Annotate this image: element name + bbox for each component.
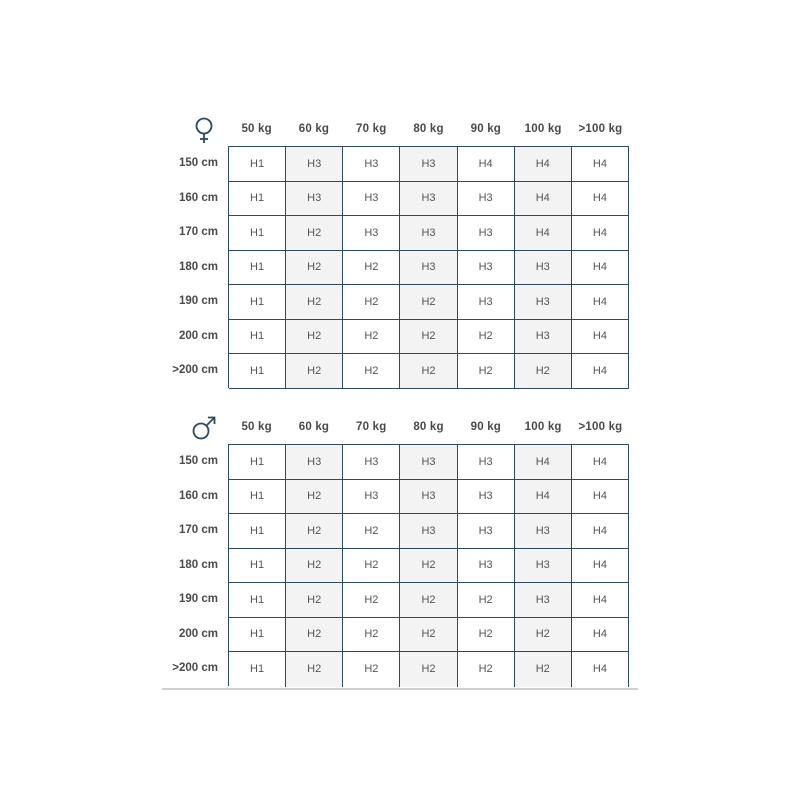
- size-cell: H3: [343, 216, 400, 251]
- size-cell: H2: [343, 251, 400, 286]
- column-header: 50 kg: [241, 421, 272, 433]
- row-header: 190 cm: [178, 593, 218, 605]
- male-size-chart: [162, 410, 638, 676]
- size-cell: H2: [343, 549, 400, 584]
- size-cell: H3: [400, 147, 457, 182]
- size-cell: H2: [286, 216, 343, 251]
- size-cell: H4: [572, 182, 629, 217]
- column-header: 90 kg: [470, 123, 502, 135]
- size-cell: H4: [572, 480, 629, 515]
- size-cell: H3: [400, 216, 457, 251]
- size-cell: H4: [515, 480, 572, 515]
- size-cell: H4: [572, 583, 629, 618]
- size-cell: H2: [343, 354, 400, 389]
- size-cell: H2: [343, 514, 400, 549]
- size-cell: H4: [515, 445, 572, 480]
- size-cell: H4: [515, 182, 572, 217]
- size-cell: H4: [572, 285, 629, 320]
- row-header: 190 cm: [178, 295, 218, 307]
- size-cell: H2: [400, 618, 457, 653]
- size-cell: H3: [286, 182, 343, 217]
- size-cell: H3: [400, 251, 457, 286]
- column-header: 100 kg: [524, 123, 562, 135]
- column-header: >100 kg: [578, 123, 623, 135]
- size-cell: H2: [286, 480, 343, 515]
- column-header: 80 kg: [413, 123, 444, 135]
- size-cell: H4: [572, 549, 629, 584]
- size-cell: H2: [286, 652, 343, 687]
- size-cell: H4: [515, 216, 572, 251]
- size-cell: H3: [400, 480, 457, 515]
- row-header: >200 cm: [172, 364, 218, 376]
- size-cell: H3: [343, 147, 400, 182]
- size-cell: H4: [572, 354, 629, 389]
- size-cell: H1: [229, 652, 286, 687]
- size-cell: H3: [515, 320, 572, 355]
- size-cell: H4: [572, 652, 629, 687]
- size-cell: H2: [400, 583, 457, 618]
- size-cell: H2: [458, 320, 515, 355]
- size-cell: H2: [286, 354, 343, 389]
- size-cell: H2: [343, 618, 400, 653]
- row-header: 150 cm: [178, 157, 218, 169]
- female-size-chart: [162, 112, 638, 377]
- size-cell: H3: [515, 514, 572, 549]
- size-cell: H1: [229, 354, 286, 389]
- size-cell: H1: [229, 445, 286, 480]
- size-cell: H2: [515, 618, 572, 653]
- column-header: 60 kg: [298, 421, 330, 433]
- female-symbol-icon: [190, 116, 218, 144]
- size-cell: H3: [458, 549, 515, 584]
- row-header: 160 cm: [178, 191, 218, 204]
- size-cell: H3: [343, 480, 400, 515]
- male-grid: [228, 444, 629, 686]
- table-row: [229, 354, 629, 389]
- column-header: 70 kg: [356, 123, 387, 135]
- row-header: 180 cm: [178, 260, 218, 273]
- size-cell: H4: [572, 445, 629, 480]
- size-cell: H3: [458, 216, 515, 251]
- size-cell: H3: [458, 285, 515, 320]
- row-header: 160 cm: [178, 489, 218, 502]
- row-header: 200 cm: [178, 627, 218, 640]
- size-cell: H3: [515, 251, 572, 286]
- table-row: [229, 618, 629, 653]
- size-cell: H2: [458, 583, 515, 618]
- column-header: 50 kg: [241, 123, 272, 135]
- table-row: [229, 320, 629, 355]
- size-cell: H3: [458, 480, 515, 515]
- size-cell: H2: [286, 320, 343, 355]
- table-row: [229, 251, 629, 286]
- size-cell: H2: [286, 251, 343, 286]
- male-symbol-icon: [190, 414, 218, 442]
- row-header: 200 cm: [178, 329, 218, 342]
- table-row: [229, 285, 629, 320]
- column-header: 100 kg: [524, 421, 562, 433]
- size-cell: H4: [572, 514, 629, 549]
- table-row: [229, 549, 629, 584]
- female-header-row: [162, 112, 638, 146]
- size-cell: H2: [400, 320, 457, 355]
- female-grid: [228, 146, 629, 388]
- size-cell: H3: [400, 182, 457, 217]
- size-cell: H2: [343, 320, 400, 355]
- size-cell: H3: [458, 445, 515, 480]
- table-row: [229, 652, 629, 687]
- size-cell: H2: [400, 549, 457, 584]
- size-cell: H1: [229, 480, 286, 515]
- row-header: 180 cm: [178, 558, 218, 571]
- size-cell: H3: [458, 514, 515, 549]
- size-cell: H2: [343, 285, 400, 320]
- table-row: [229, 480, 629, 515]
- size-cell: H1: [229, 147, 286, 182]
- size-cell: H3: [343, 445, 400, 480]
- size-cell: H3: [515, 549, 572, 584]
- size-cell: H1: [229, 251, 286, 286]
- size-cell: H1: [229, 514, 286, 549]
- size-cell: H2: [286, 285, 343, 320]
- column-header: 60 kg: [298, 123, 330, 135]
- bottom-divider: [162, 688, 638, 690]
- column-header: >100 kg: [578, 421, 623, 433]
- size-cell: H4: [572, 147, 629, 182]
- male-header-row: [162, 410, 638, 444]
- size-cell: H4: [572, 320, 629, 355]
- column-header: 70 kg: [356, 421, 387, 433]
- size-cell: H2: [343, 583, 400, 618]
- table-row: [229, 216, 629, 251]
- size-cell: H1: [229, 583, 286, 618]
- size-cell: H2: [458, 618, 515, 653]
- size-cell: H4: [515, 147, 572, 182]
- size-cell: H2: [286, 549, 343, 584]
- row-header: 170 cm: [178, 226, 218, 238]
- size-cell: H1: [229, 216, 286, 251]
- size-cell: H3: [458, 251, 515, 286]
- size-cell: H2: [343, 652, 400, 687]
- size-cell: H2: [515, 354, 572, 389]
- size-cell: H2: [286, 618, 343, 653]
- row-header: 150 cm: [178, 455, 218, 467]
- size-cell: H4: [572, 216, 629, 251]
- size-cell: H4: [572, 618, 629, 653]
- column-header: 80 kg: [413, 421, 444, 433]
- table-row: [229, 583, 629, 618]
- size-cell: H3: [400, 514, 457, 549]
- size-cell: H4: [458, 147, 515, 182]
- row-header: 170 cm: [178, 524, 218, 536]
- size-cell: H2: [458, 652, 515, 687]
- size-cell: H2: [400, 652, 457, 687]
- size-cell: H1: [229, 285, 286, 320]
- size-cell: H2: [400, 354, 457, 389]
- size-cell: H3: [458, 182, 515, 217]
- size-cell: H3: [515, 583, 572, 618]
- table-row: [229, 182, 629, 217]
- table-row: [229, 445, 629, 480]
- size-cell: H3: [286, 445, 343, 480]
- size-cell: H3: [515, 285, 572, 320]
- size-cell: H3: [286, 147, 343, 182]
- row-header: >200 cm: [172, 662, 218, 674]
- size-cell: H2: [458, 354, 515, 389]
- size-cell: H2: [400, 285, 457, 320]
- size-cell: H2: [286, 514, 343, 549]
- size-cell: H2: [515, 652, 572, 687]
- size-cell: H1: [229, 182, 286, 217]
- size-cell: H3: [400, 445, 457, 480]
- table-row: [229, 147, 629, 182]
- size-cell: H1: [229, 618, 286, 653]
- size-cell: H2: [286, 583, 343, 618]
- size-cell: H1: [229, 549, 286, 584]
- size-cell: H4: [572, 251, 629, 286]
- size-cell: H3: [343, 182, 400, 217]
- column-header: 90 kg: [470, 421, 502, 433]
- table-row: [229, 514, 629, 549]
- size-cell: H1: [229, 320, 286, 355]
